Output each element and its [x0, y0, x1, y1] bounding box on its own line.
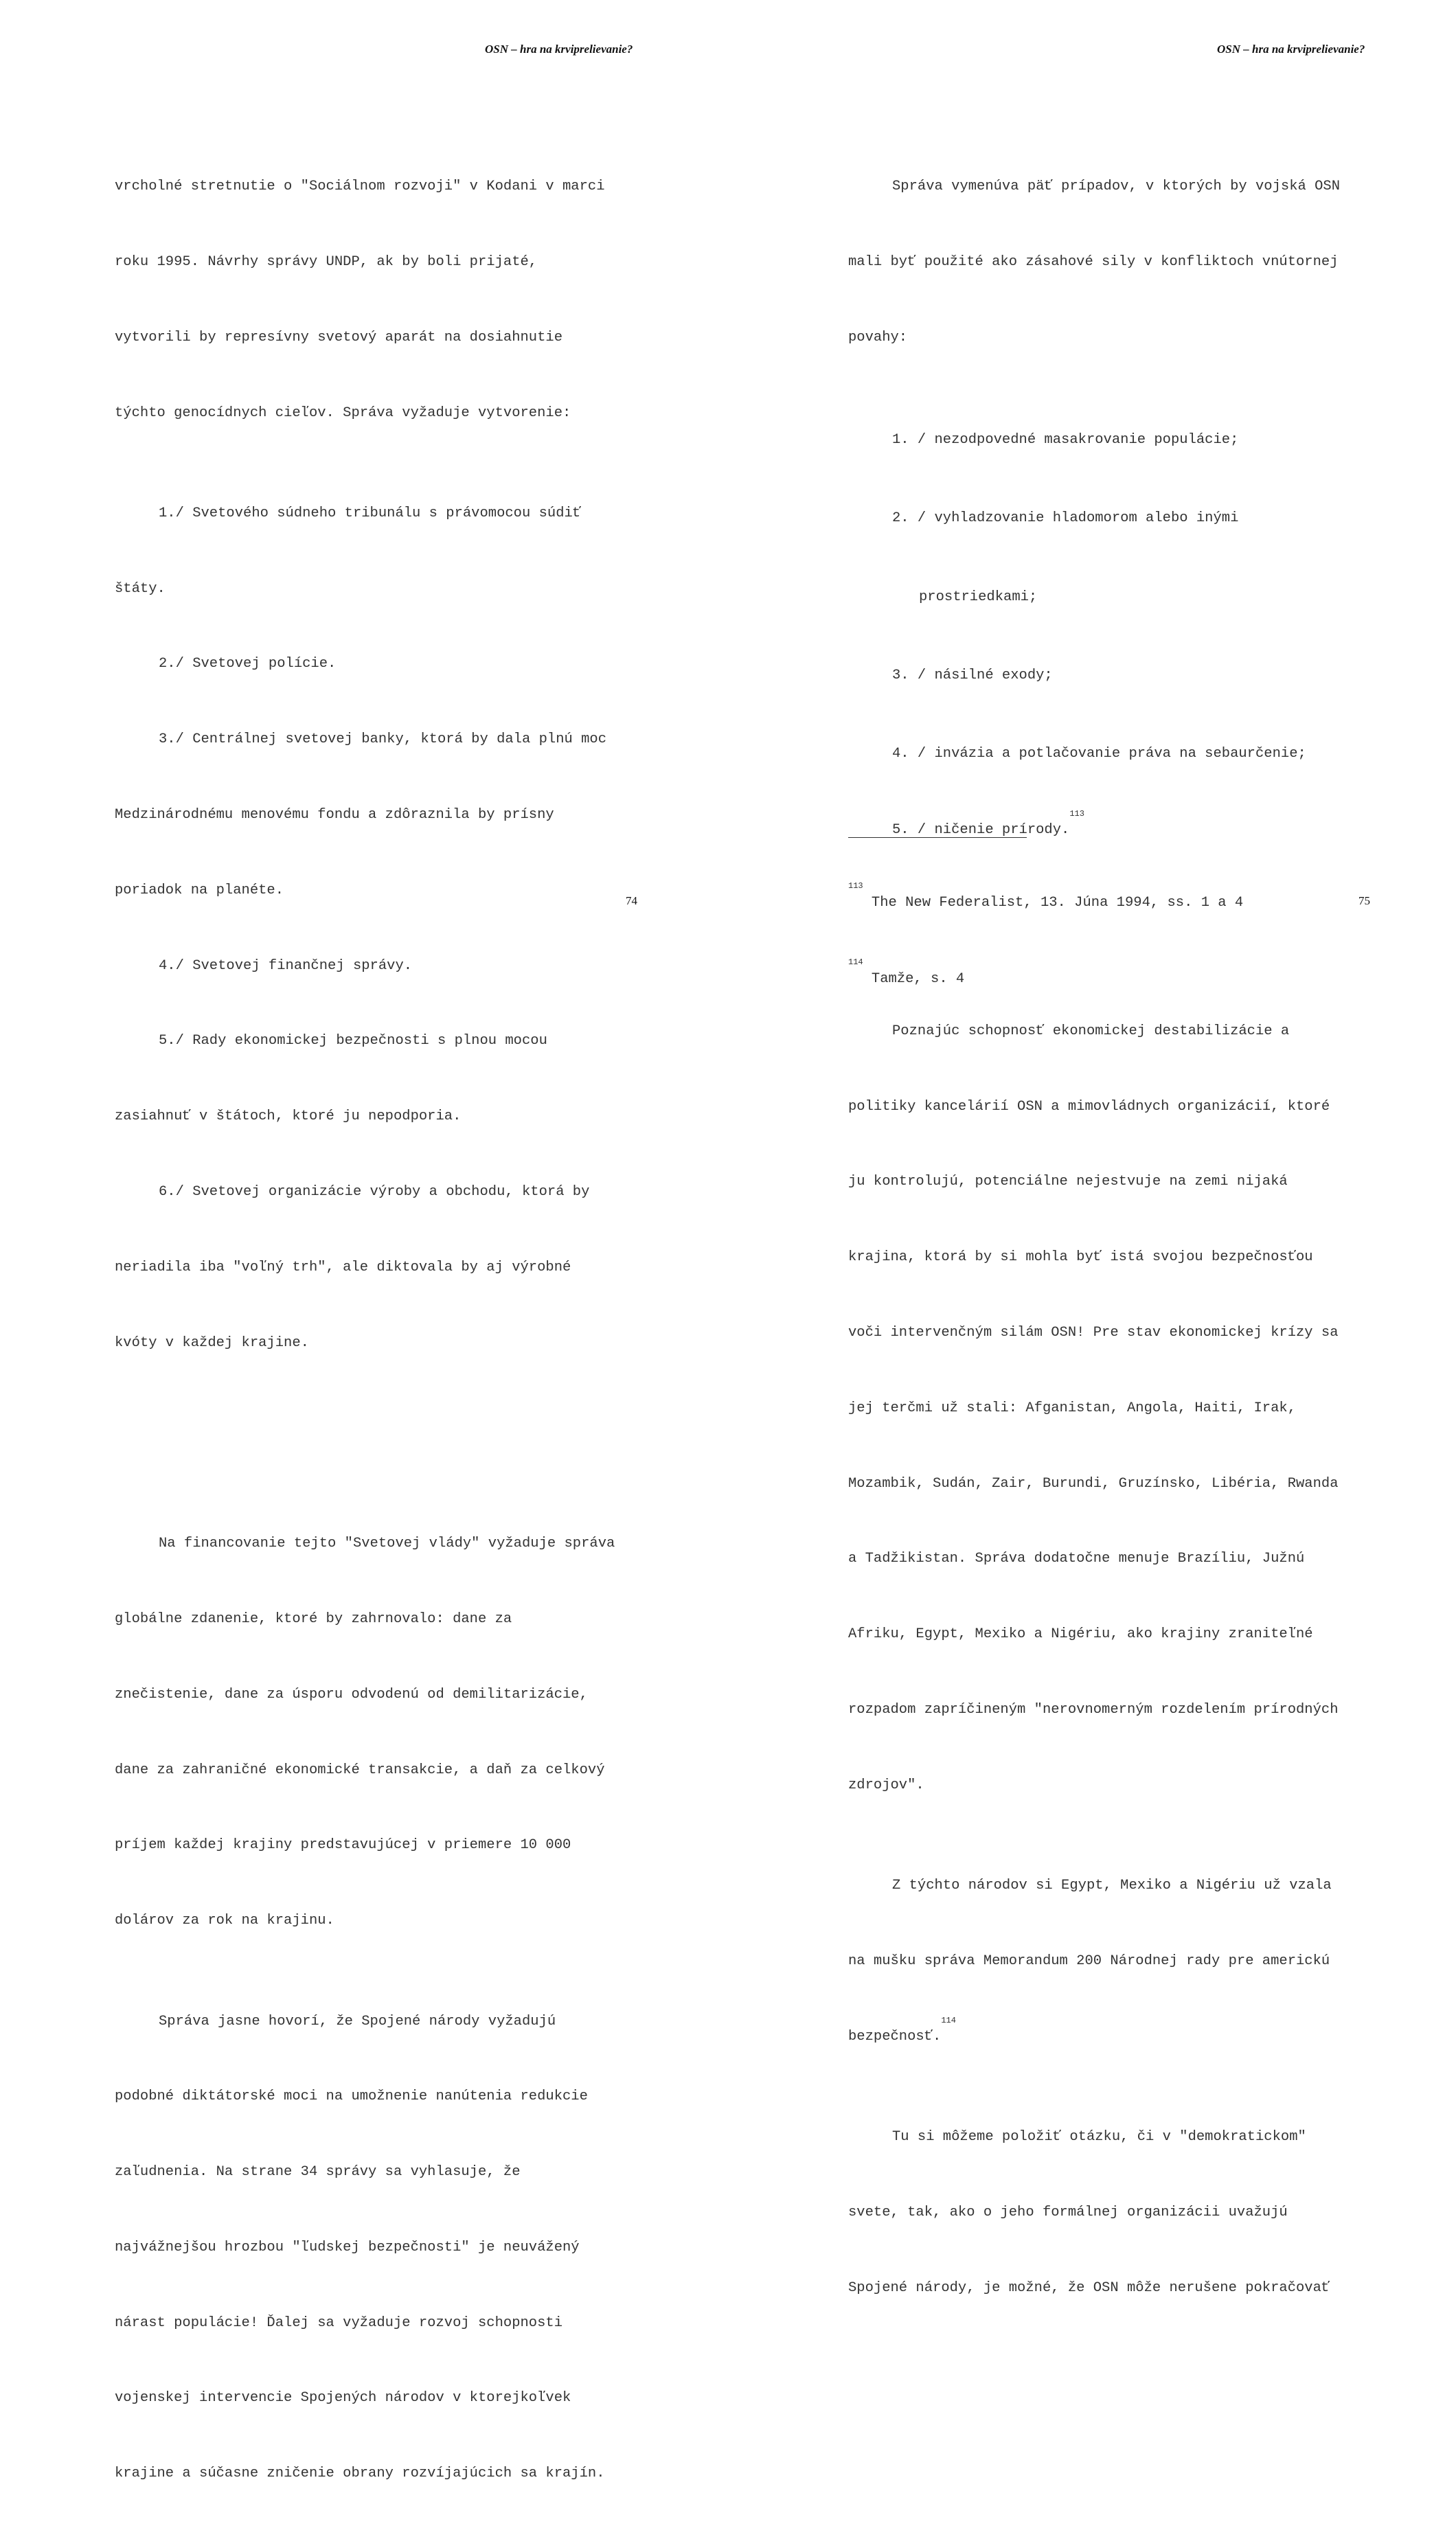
list-item-line: kvóty v každej krajine.: [115, 1334, 309, 1351]
footnote-text: Tamže, s. 4: [863, 971, 965, 987]
text-line: povahy:: [848, 329, 908, 345]
text-line: Spojené národy, je možné, že OSN môže nerušene pokračovať: [848, 2279, 1330, 2296]
page-number: 74: [626, 894, 637, 907]
text-line: ju kontrolujú, potenciálne nejestvuje na zemi nijaká: [848, 1174, 1288, 1190]
text-line: jej terčmi už stali: Afganistan, Angola, Haiti, Irak,: [848, 1400, 1297, 1416]
list-item: 2. / vyhladzovanie hladomorom alebo inými: [892, 510, 1239, 527]
list-item: 4. / invázia a potlačovanie práva na sebaurčenie;: [892, 745, 1306, 762]
text-line: krajine a súčasne zničenie obrany rozvíjajúcich sa krajín.: [115, 2466, 605, 2482]
text-line: dane za zahraničné ekonomické transakcie, a daň za celkový: [115, 1762, 605, 1778]
text-line: politiky kancelárií OSN a mimovládnych organizácií, ktoré: [848, 1098, 1330, 1115]
text-line: rozpadom zapríčineným "nerovnomerným rozdelením prírodných: [848, 1701, 1339, 1718]
text-line: Na financovanie tejto "Svetovej vlády" vyžaduje správa: [159, 1536, 615, 1552]
text-line: vrcholné stretnutie o "Sociálnom rozvoji" v Kodani v marci: [115, 179, 605, 195]
list-item: 3. / násilné exody;: [892, 667, 1053, 683]
running-header: OSN – hra na krviprelievanie?: [485, 43, 633, 56]
list-item-line: poriadok na planéte.: [115, 882, 284, 898]
text-line: zdrojov".: [848, 1777, 924, 1793]
list-item-line: štáty.: [115, 580, 166, 597]
list-item-line: 6./ Svetovej organizácie výroby a obchodu, ktorá by: [159, 1183, 590, 1200]
text-line: Afriku, Egypt, Mexiko a Nigériu, ako krajiny zraniteľné: [848, 1626, 1313, 1643]
list-item-line: neriadila iba "voľný trh", ale diktovala by aj výrobné: [115, 1259, 571, 1275]
text-line: najvážnejšou hrozbou "ľudskej bezpečnosti" je neuvážený: [115, 2239, 580, 2255]
list-item: 1. / nezodpovedné masakrovanie populácie;: [892, 432, 1239, 448]
footnote-text: The New Federalist, 13. Júna 1994, ss. 1 a 4: [863, 895, 1244, 911]
footnote: [848, 881, 1244, 915]
page-number-right: 75: [1358, 894, 1370, 907]
text-line: Mozambik, Sudán, Zair, Burundi, Gruzínsko, Libéria, Rwanda: [848, 1475, 1339, 1492]
list-item-line: zasiahnuť v štátoch, ktoré ju nepodporia.: [115, 1108, 462, 1125]
text-line: [848, 2015, 1340, 2050]
left-page: [0, 0, 728, 2482]
text-line: krajina, ktorá by si mohla byť istá svojou bezpečnosťou: [848, 1249, 1313, 1266]
text-line: nárast populácie! Ďalej sa vyžaduje rozvoj schopnosti: [115, 2314, 563, 2331]
list-item-line: 2./ Svetovej polície.: [159, 656, 337, 672]
text-line: Správa vymenúva päť prípadov, v ktorých by vojská OSN: [892, 179, 1341, 195]
text-line: vytvorili by represívny svetový aparát na dosiahnutie: [115, 329, 563, 345]
text-line: Správa jasne hovorí, že Spojené národy vyžadujú: [159, 2013, 556, 2029]
footnotes: [848, 839, 1243, 1017]
footnote-ref[interactable]: 114: [941, 2015, 956, 2025]
text-line: roku 1995. Návrhy správy UNDP, ak by boli prijaté,: [115, 253, 538, 270]
text-line: Z týchto národov si Egypt, Mexiko a Nigériu už vzala: [892, 1878, 1332, 1893]
list-item-line: 3./ Centrálnej svetovej banky, ktorá by dala plnú moc: [159, 731, 607, 748]
list-item-text: 5. / ničenie prírody.: [892, 822, 1070, 839]
list-item-line: Medzinárodnému menovému fondu a zdôraznila by prísny: [115, 807, 554, 823]
text-line: znečistenie, dane za úsporu odvodenú od demilitarizácie,: [115, 1686, 588, 1703]
text-line: podobné diktátorské moci na umožnenie nanútenia redukcie: [115, 2089, 588, 2105]
footnote-ref[interactable]: 113: [1069, 809, 1084, 819]
text-line: zaľudnenia. Na strane 34 správy sa vyhlasuje, že: [115, 2164, 521, 2181]
text-line: Poznajúc schopnosť ekonomickej destabilizácie a: [892, 1023, 1290, 1039]
list-item-line: 1./ Svetového súdneho tribunálu s právomocou súdiť: [159, 505, 582, 521]
footnote-number: 114: [848, 957, 863, 967]
paragraph-gap: [115, 1431, 615, 1457]
body-text: [848, 124, 1340, 2351]
text-line: globálne zdanenie, ktoré by zahrnovalo: dane za: [115, 1611, 512, 1628]
text-line: dolárov za rok na krajinu.: [115, 1913, 334, 1929]
text-line: príjem každej krajiny predstavujúcej v priemere 10 000: [115, 1837, 571, 1854]
list-item-line: 5./ Rady ekonomickej bezpečnosti s plnou mocou: [159, 1033, 547, 1049]
footnote-divider: [848, 837, 1027, 838]
text-line: týchto genocídnych cieľov. Správa vyžaduje vytvorenie:: [115, 405, 571, 421]
text-line: voči intervenčným silám OSN! Pre stav ekonomickej krízy sa: [848, 1324, 1339, 1341]
list-item-line: 4./ Svetovej finančnej správy.: [159, 957, 413, 974]
running-header: OSN – hra na krviprelievanie?: [1217, 43, 1365, 56]
footnote: [848, 957, 1243, 992]
text-line: a Tadžikistan. Správa dodatočne menuje Brazíliu, Južnú: [848, 1551, 1305, 1567]
text-line: svete, tak, ako o jeho formálnej organizácii uvažujú: [848, 2204, 1288, 2220]
body-text: [115, 124, 615, 2537]
text-line: vojenskej intervencie Spojených národov v ktorejkoľvek: [115, 2390, 571, 2407]
text-line: na mušku správa Memorandum 200 Národnej rady pre americkú: [848, 1953, 1330, 1969]
text-line: mali byť použité ako zásahové sily v konfliktoch vnútornej: [848, 253, 1339, 270]
text-span: bezpečnosť.: [848, 2028, 942, 2045]
list-item: prostriedkami;: [919, 589, 1038, 605]
text-line: Tu si môžeme položiť otázku, či v "demokratickom": [892, 2128, 1306, 2145]
footnote-number: 113: [848, 881, 863, 891]
